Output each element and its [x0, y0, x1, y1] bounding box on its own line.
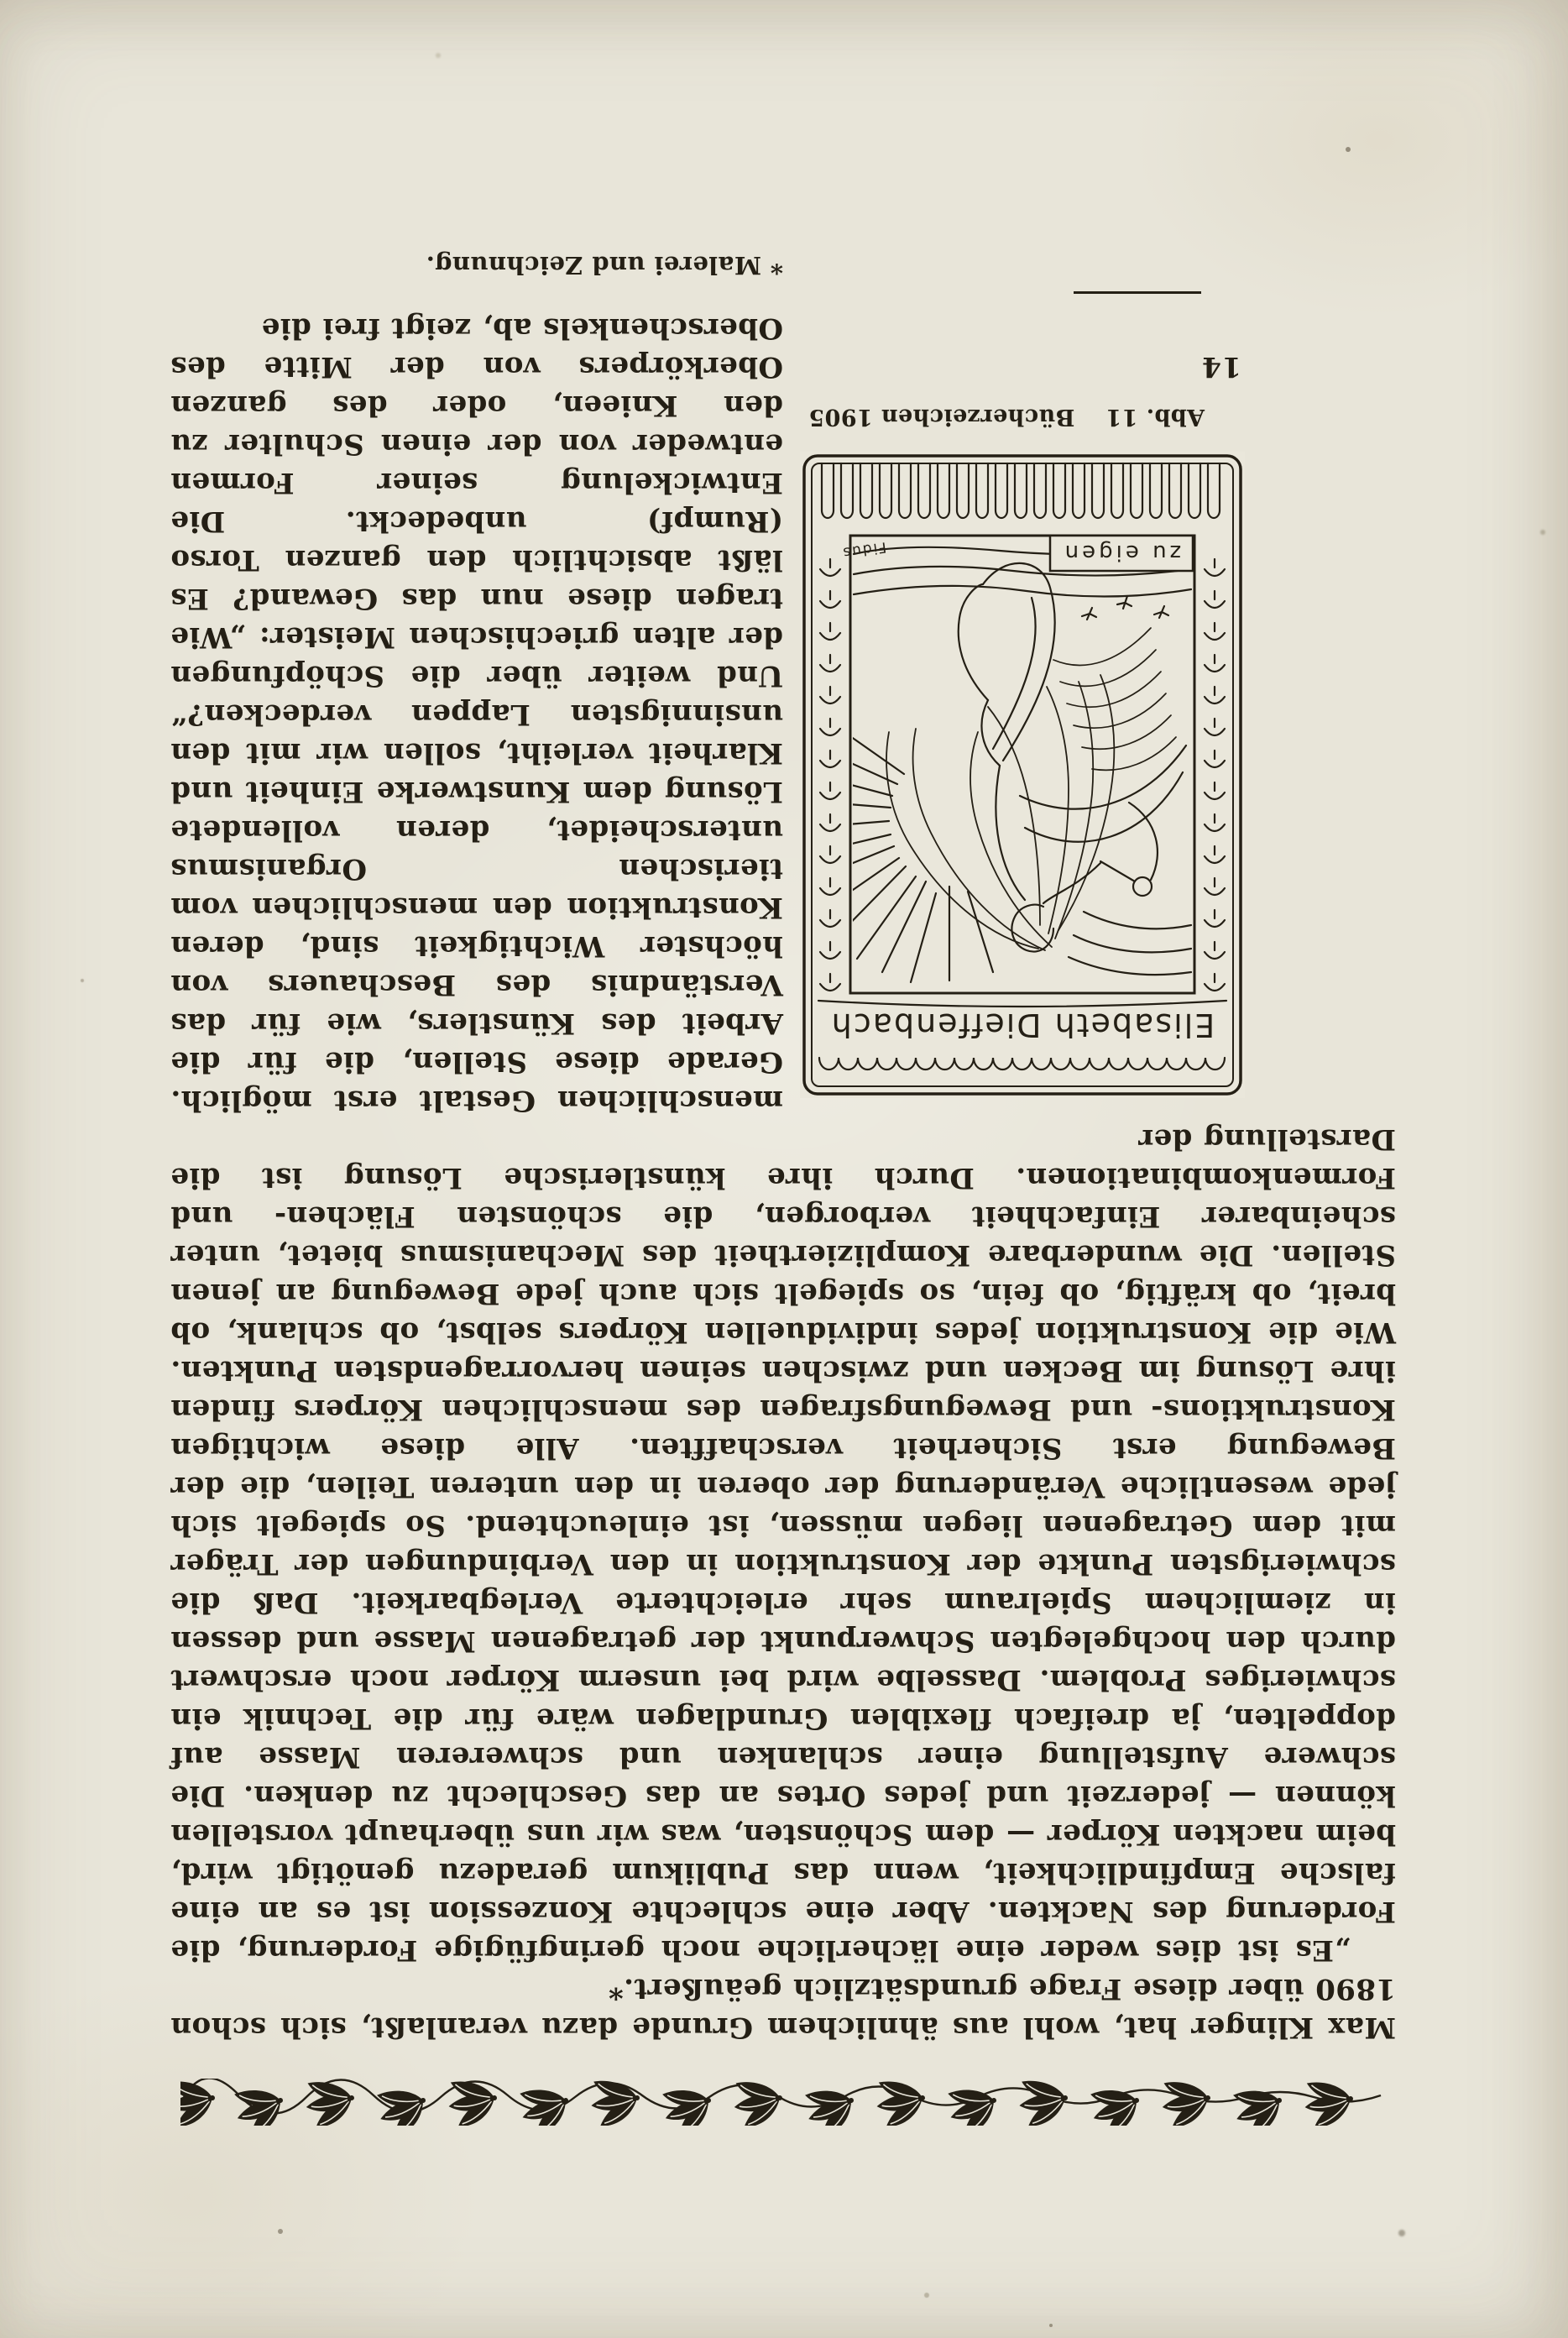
- paragraph-intro: Max Klinger hat, wohl aus ähnlichem Grunde dazu veranlaßt, sich schon 1890 über diese Frage grundsätzlich geäußert.*: [170, 1972, 1396, 2044]
- figure-caption-source: Bücherzeichen 1905: [808, 404, 1075, 430]
- bookplate-artist-signature: Fidus: [840, 538, 888, 562]
- page-number: 14: [1201, 351, 1241, 384]
- bookplate-owner-text: Elisabeth Dieffenbach: [829, 1007, 1215, 1043]
- footnote-rule: [1074, 291, 1201, 294]
- laurel-garland-ornament: [180, 2079, 1386, 2126]
- figure-caption-label: Abb. 11: [1105, 404, 1205, 430]
- figure-caption: [800, 404, 1245, 430]
- figure-bookplate: [800, 351, 1245, 1098]
- footnote: [170, 251, 1201, 294]
- page-content: [0, 225, 1568, 2338]
- bookplate-illustration: [800, 452, 1245, 1098]
- paragraph-quote-continued: menschlichen Gestalt erst möglich. Gerade diese Stellen, die für die Arbeit des Künstlers, wie für das Verständnis des Beschauers von höchster Wichtigkeit sind, deren Konstruktion den menschlichen vom tierischen Organismus unterscheidet, deren vollendete Lösung dem Kunstwerke Einheit und Klarheit verleiht, sollen wir mit den unsinnigsten Lappen verdecken?“ Und weiter über die Schöpfungen der alten griechischen Meister: „Wie tragen diese nun das Gewand? Es läßt absichtlich den ganzen Torso (Rumpf) unbedeckt. Die Entwickelung seiner Formen entweder von der einen Schulter zu den Knieen, oder des ganzen Oberkörpers von der Mitte des Oberschenkels ab, zeigt frei die: [170, 311, 783, 1117]
- bookplate-dedication-text: zu eigen: [1061, 540, 1182, 565]
- footnote-text: * Malerei und Zeichnung.: [426, 251, 783, 280]
- paragraph-klinger-quote: „Es ist dies weder eine lächerliche noch geringfügige Forderung, die Forderung des Nackten. Aber eine schlechte Konzession ist es an eine falsche Empfindlichkeit, wenn das Publikum geradezu genötigt wird, beim nackten Körper — dem Schönsten, was wir uns überhaupt vorstellen können — jederzeit und jedes Ortes an das Geschlecht zu denken. Die schwere Aufstellung einer schlanken und schwereren Masse auf doppelten, ja dreifach flexiblen Grundlagen wäre für die Technik ein schwieriges Problem. Dasselbe wird bei unserm Körper noch erschwert durch den hochgelegten Schwerpunkt der getragenen Masse und dessen in ziemlichem Spielraum sehr erleichterte Verlegbarkeit. Daß die schwierigsten Punkte der Konstruktion in den Verbindungen der Träger mit dem Getragenen liegen müssen, ist einleuchtend. So spiegelt sich jede wesentliche Veränderung der oberen in den unteren Teilen, die der Bewegung erst Sicherheit verschafften. Alle diese wichtigen Konstruktions- und Bewegungsfragen des menschlichen Körpers finden ihre Lösung im Becken und zwischen seinen hervorragendsten Punkten. Wie die Konstruktion jedes individuellen Körpers selbst, ob schlank, ob breit, ob kräftig, ob fein, so spiegelt sich auch jede Bewegung an jenen Stellen. Die wunderbare Kompliziertheit des Mechanismus bietet, unter scheinbarer Einfachheit verborgen, die schönsten Flächen- und Formenkombinationen. Durch ihre künstlerische Lösung ist die Darstellung der: [170, 1122, 1396, 1967]
